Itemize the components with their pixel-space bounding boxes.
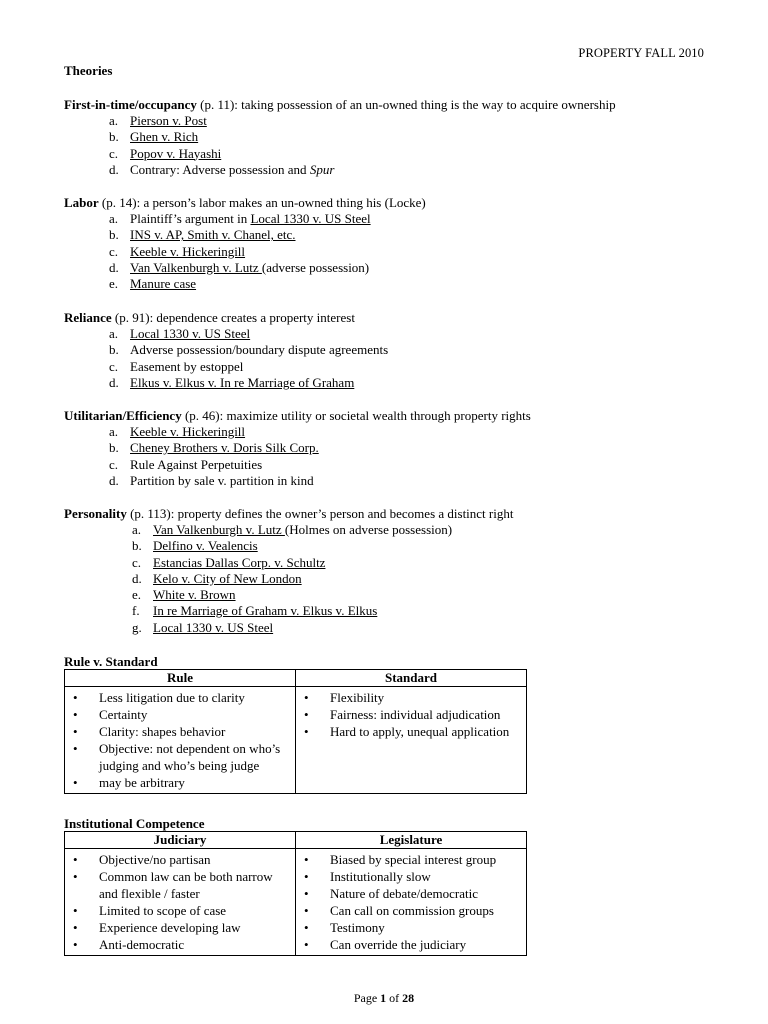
list-item <box>64 227 754 243</box>
rule-standard-label: Rule v. Standard <box>64 654 158 669</box>
list-item <box>64 326 754 342</box>
list-marker: f. <box>132 603 140 619</box>
institutional-competence-label: Institutional Competence <box>64 816 205 831</box>
case-link: Van Valkenburgh v. Lutz <box>130 259 262 275</box>
list-marker: c. <box>109 456 119 472</box>
list-item <box>64 587 754 603</box>
list-item <box>64 473 754 489</box>
section-description: (p. 14): a person’s labor makes an un-owned thing his (Locke) <box>98 195 426 210</box>
case-list <box>64 522 754 636</box>
list-marker: c. <box>109 358 119 374</box>
list-item <box>64 276 754 292</box>
bullet-item: • Hard to apply, unequal application <box>300 723 522 740</box>
list-marker: a. <box>132 522 142 537</box>
course-header: PROPERTY FALL 2010 <box>578 46 704 60</box>
item-text: Contrary: Adverse possession and <box>130 161 310 177</box>
section-labor <box>64 195 754 292</box>
table-cell <box>296 849 527 956</box>
list-item <box>64 440 754 456</box>
page-footer <box>0 991 768 1006</box>
list-marker: b. <box>109 342 119 358</box>
item-suffix: (adverse possession) <box>261 259 370 275</box>
bullet-item: • Objective: not dependent on who’s judging and who’s being judge <box>69 740 291 774</box>
bullet-list <box>69 851 291 953</box>
list-item <box>64 555 754 571</box>
bullet-item: • Can call on commission groups <box>300 902 522 919</box>
list-item <box>64 211 754 227</box>
item-text: Plaintiff’s argument in <box>130 211 251 226</box>
list-marker: g. <box>132 619 142 635</box>
case-link: Pierson v. Post <box>130 113 207 128</box>
list-marker: b. <box>109 227 119 243</box>
list-marker: a. <box>109 113 119 128</box>
item-italic-text: Spur <box>309 161 335 177</box>
list-item <box>64 538 754 554</box>
column-header-legislature: Legislature <box>296 832 527 849</box>
bullet-item: • Fairness: individual adjudication <box>300 706 522 723</box>
list-item <box>64 244 754 260</box>
item-suffix: (Holmes on adverse possession) <box>284 522 453 537</box>
case-link: Delfino v. Vealencis <box>153 538 258 554</box>
case-link: Popov v. Hayashi <box>130 145 222 161</box>
section-description: (p. 46): maximize utility or societal wealth through property rights <box>181 408 531 423</box>
case-list <box>64 211 754 292</box>
case-link: Manure case <box>130 276 197 292</box>
bullet-item: • Less litigation due to clarity <box>69 689 291 706</box>
section-personality <box>64 506 754 636</box>
institutional-competence-table <box>64 831 527 956</box>
case-link: In re Marriage of Graham v. Elkus v. Elkus <box>153 603 378 619</box>
list-item <box>64 603 754 619</box>
column-header-judiciary: Judiciary <box>65 832 296 849</box>
bullet-item: • Nature of debate/democratic <box>300 885 522 902</box>
page-label: Page <box>353 991 381 1005</box>
list-marker: e. <box>132 587 142 603</box>
case-link: Ghen v. Rich <box>130 129 199 145</box>
case-link: Van Valkenburgh v. Lutz <box>153 522 285 537</box>
case-link: Elkus v. Elkus v. In re Marriage of Graham <box>130 374 355 390</box>
list-item <box>64 162 754 178</box>
case-link: Cheney Brothers v. Doris Silk Corp. <box>130 440 319 456</box>
bullet-item: • Biased by special interest group <box>300 851 522 868</box>
case-link: Kelo v. City of New London <box>153 570 302 586</box>
page-total: 28 <box>402 991 415 1005</box>
bullet-item: • Testimony <box>300 919 522 936</box>
bullet-item: • Flexibility <box>300 689 522 706</box>
table-header-row <box>65 832 527 849</box>
section-heading <box>64 97 754 113</box>
section-description: (p. 113): property defines the owner’s person and becomes a distinct right <box>126 506 514 521</box>
item-text: Easement by estoppel <box>130 358 244 374</box>
bullet-item: • Certainty <box>69 706 291 723</box>
case-link: Estancias Dallas Corp. v. Schultz <box>153 554 326 570</box>
page-title: Theories <box>64 63 113 78</box>
case-list <box>64 113 754 178</box>
case-list <box>64 326 754 391</box>
list-item <box>64 522 754 538</box>
list-item <box>64 359 754 375</box>
section-first-in-time <box>64 97 754 178</box>
page-current: 1 <box>380 991 387 1005</box>
bullet-item: • Limited to scope of case <box>69 902 291 919</box>
item-text: Adverse possession/boundary dispute agreements <box>130 342 389 358</box>
bullet-item: • Institutionally slow <box>300 868 522 885</box>
list-item <box>64 129 754 145</box>
section-name: Utilitarian/Efficiency <box>64 408 182 423</box>
section-utilitarian <box>64 408 754 489</box>
list-marker: c. <box>109 243 119 259</box>
case-link: Local 1330 v. US Steel <box>130 326 251 341</box>
table-cell <box>65 687 296 794</box>
case-list <box>64 424 754 489</box>
bullet-item: • Can override the judiciary <box>300 936 522 953</box>
list-marker: d. <box>109 374 119 390</box>
bullet-list <box>300 851 522 953</box>
column-header-standard: Standard <box>296 670 527 687</box>
case-link: Local 1330 v. US Steel <box>153 619 274 635</box>
list-marker: b. <box>109 440 119 456</box>
bullet-item: • may be arbitrary <box>69 774 291 791</box>
list-item <box>64 571 754 587</box>
list-marker: a. <box>109 211 119 226</box>
section-description: (p. 91): dependence creates a property interest <box>111 310 355 325</box>
list-marker: c. <box>132 554 142 570</box>
table-row <box>65 849 527 956</box>
rule-standard-table <box>64 669 527 794</box>
case-link: White v. Brown <box>153 587 236 603</box>
table-row <box>65 687 527 794</box>
case-link: INS v. AP, Smith v. Chanel, etc. <box>130 227 296 243</box>
item-text: Partition by sale v. partition in kind <box>130 472 314 488</box>
list-marker: d. <box>132 570 142 586</box>
case-link: Keeble v. Hickeringill <box>130 243 246 259</box>
list-item <box>64 260 754 276</box>
list-marker: c. <box>109 145 119 161</box>
list-item <box>64 620 754 636</box>
item-text: Rule Against Perpetuities <box>130 456 263 472</box>
case-link: Local 1330 v. US Steel <box>250 211 371 226</box>
section-reliance <box>64 310 754 391</box>
list-marker: d. <box>109 259 119 275</box>
page-separator: of <box>386 991 403 1005</box>
list-marker: b. <box>132 538 142 554</box>
list-marker: a. <box>109 424 119 439</box>
section-name: First-in-time/occupancy <box>64 97 197 112</box>
section-heading <box>64 310 754 326</box>
section-heading <box>64 506 754 522</box>
list-item <box>64 146 754 162</box>
bullet-list <box>300 689 522 740</box>
table-cell <box>65 849 296 956</box>
list-marker: e. <box>109 276 119 292</box>
list-item <box>64 424 754 440</box>
list-marker: b. <box>109 129 119 145</box>
bullet-item: • Anti-democratic <box>69 936 291 953</box>
list-marker: a. <box>109 326 119 341</box>
section-heading <box>64 195 754 211</box>
bullet-list <box>69 689 291 791</box>
bullet-item: • Objective/no partisan <box>69 851 291 868</box>
bullet-item: • Clarity: shapes behavior <box>69 723 291 740</box>
bullet-item: • Experience developing law <box>69 919 291 936</box>
case-link: Keeble v. Hickeringill <box>130 424 246 439</box>
table-header-row <box>65 670 527 687</box>
section-heading <box>64 408 754 424</box>
list-item <box>64 342 754 358</box>
section-description: (p. 11): taking possession of an un-owned thing is the way to acquire ownership <box>196 97 616 112</box>
section-name: Reliance <box>64 310 112 325</box>
list-item <box>64 375 754 391</box>
list-item <box>64 113 754 129</box>
list-marker: d. <box>109 472 119 488</box>
column-header-rule: Rule <box>65 670 296 687</box>
list-item <box>64 457 754 473</box>
table-cell <box>296 687 527 794</box>
bullet-item: • Common law can be both narrow and flexible / faster <box>69 868 291 902</box>
list-marker: d. <box>109 161 119 177</box>
section-name: Labor <box>64 195 99 210</box>
section-name: Personality <box>64 506 127 521</box>
